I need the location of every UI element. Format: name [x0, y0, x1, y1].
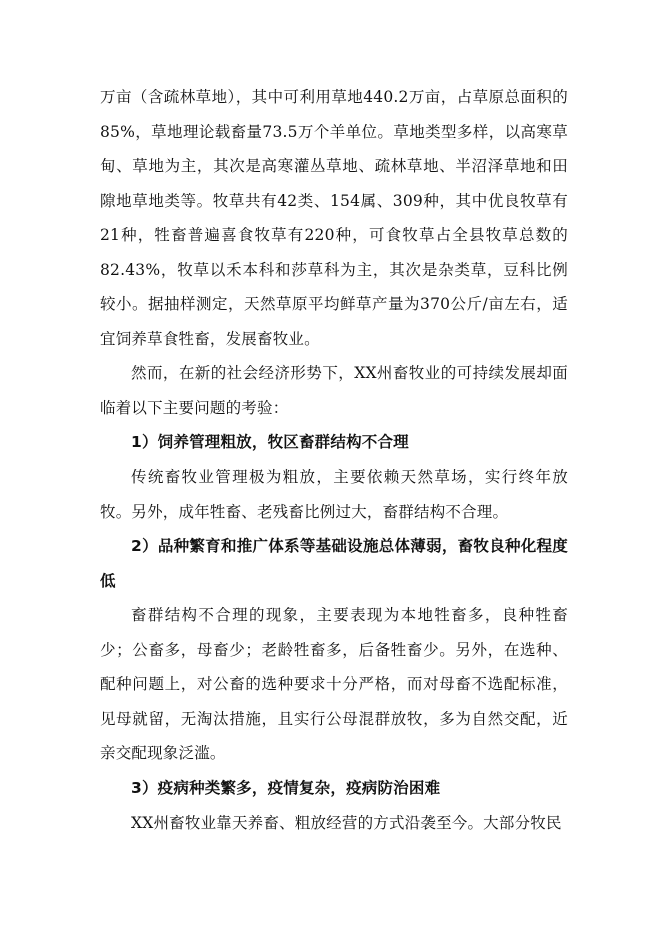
heading-breeding-system: 2）品种繁育和推广体系等基础设施总体薄弱，畜牧良种化程度低	[100, 537, 568, 590]
paragraph-challenges-intro: 然而，在新的社会经济形势下，XX州畜牧业的可持续发展却面临着以下主要问题的考验：	[100, 364, 568, 417]
heading-feeding-management: 1）饲养管理粗放，牧区畜群结构不合理	[131, 433, 409, 451]
paragraph-disease-control: XX州畜牧业靠天养畜、粗放经营的方式沿袭至今。大部分牧民	[131, 814, 562, 832]
paragraph-grassland-resources: 万亩（含疏林草地），其中可利用草地440.2万亩，占草原总面积的85%，草地理论载畜量73.5万个羊单位。草地类型多样，以高寒草甸、草地为主，其次是高寒灌丛草地、疏林草地、半沼泽草地和田隙地草地类等。牧草共有42类、154属、309种，其中优良牧草有21种，牲畜普遍喜食牧草有220种，可食牧草占全县牧草总数的82.43%，牧草以禾本科和莎草科为主，其次是杂类草，豆科比例较小。据抽样测定，天然草原平均鲜草产量为370公斤/亩左右，适宜饲养草食牲畜，发展畜牧业。	[100, 88, 568, 348]
paragraph-feeding-management: 传统畜牧业管理极为粗放，主要依赖天然草场，实行终年放牧。另外，成年牲畜、老残畜比例过大，畜群结构不合理。	[100, 468, 568, 521]
heading-disease-control: 3）疫病种类繁多，疫情复杂，疫病防治困难	[131, 779, 441, 797]
paragraph-breeding-system: 畜群结构不合理的现象，主要表现为本地牲畜多，良种牲畜少；公畜多，母畜少；老龄牲畜多，后备牲畜少。另外，在选种、配种问题上，对公畜的选种要求十分严格，而对母畜不选配标准，见母就留，无淘汰措施，且实行公母混群放牧，多为自然交配，近亲交配现象泛滥。	[100, 606, 568, 762]
